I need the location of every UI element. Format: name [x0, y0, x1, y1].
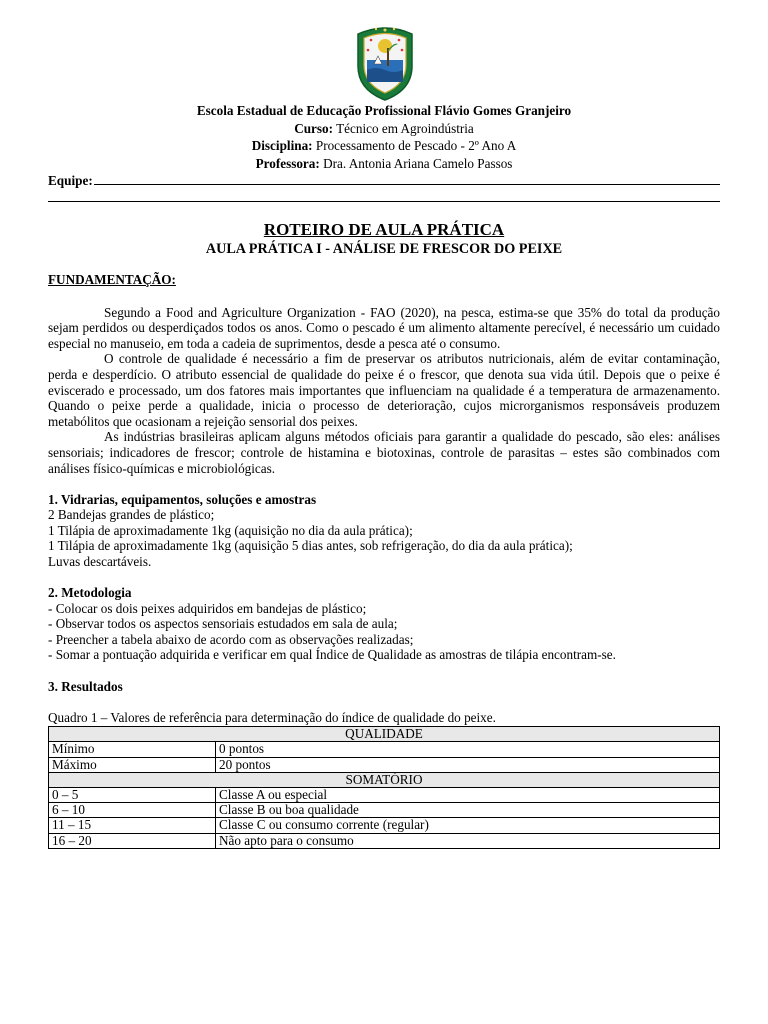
table-header-somatorio: SOMATÓRIO [49, 772, 720, 787]
section-1-heading: 1. Vidrarias, equipamentos, soluções e amostras [48, 491, 317, 507]
discipline-value: Processamento de Pescado - 2º Ano A [315, 138, 517, 153]
table-cell: 0 – 5 [49, 788, 216, 803]
teacher-line [48, 155, 720, 173]
list-item: 2 Bandejas grandes de plástico; [48, 507, 215, 523]
team-blank-line-1 [94, 184, 720, 185]
table-cell: Mínimo [49, 742, 216, 757]
course-line [48, 120, 720, 138]
document-title [48, 220, 720, 258]
table-cell: Classe B ou boa qualidade [216, 803, 720, 818]
table-caption: Quadro 1 – Valores de referência para determinação do índice de qualidade do peixe. [48, 709, 496, 725]
table-cell: Máximo [49, 757, 216, 772]
quality-reference-table [48, 726, 720, 849]
state-coat-of-arms-logo [354, 20, 416, 102]
list-item: 1 Tilápia de aproximadamente 1kg (aquisição 5 dias antes, sob refrigeração, do dia da aula prática); [48, 538, 573, 554]
school-name: Escola Estadual de Educação Profissional Flávio Gomes Granjeiro [196, 103, 572, 118]
table-cell: 11 – 15 [49, 818, 216, 833]
table-row [49, 818, 720, 833]
list-item: - Colocar os dois peixes adquiridos em bandejas de plástico; [48, 600, 367, 616]
table-cell: Classe A ou especial [216, 788, 720, 803]
course-label: Curso: [294, 120, 334, 136]
table-cell: 6 – 10 [49, 803, 216, 818]
table-header-row [49, 727, 720, 742]
table-header-qualidade: QUALIDADE [49, 727, 720, 742]
team-label: Equipe: [48, 173, 93, 188]
discipline-line [48, 137, 720, 155]
list-item: - Somar a pontuação adquirida e verificar em qual Índice de Qualidade as amostras de tilápia encontram-se. [48, 647, 616, 663]
table-cell: 0 pontos [216, 742, 720, 757]
table-cell: 20 pontos [216, 757, 720, 772]
list-item: Luvas descartáveis. [48, 554, 152, 569]
table-row [49, 803, 720, 818]
subtitle: AULA PRÁTICA I - ANÁLISE DE FRESCOR DO PEIXE [205, 241, 563, 257]
list-item: - Preencher a tabela abaixo de acordo com as observações realizadas; [48, 631, 414, 647]
fundamentacao-heading: FUNDAMENTAÇÃO: [48, 272, 176, 287]
team-field [48, 172, 720, 202]
section-3-heading: 3. Resultados [48, 678, 123, 694]
table-row [49, 788, 720, 803]
course-value: Técnico em Agroindústria [336, 120, 474, 136]
document-header [48, 102, 720, 172]
materials-list [48, 507, 720, 569]
paragraph-2: O controle de qualidade é necessário a fim de preservar os atributos nutricionais, além de evitar contaminação, perda e desperdício. O atributo essencial de qualidade do peixe é o frescor, que denota sua vida útil. Depois que o peixe é eviscerado e processado, um dos fatores mais importantes que influenciam na qualidade é a temperatura de armazenamento. Quando o peixe perde a qualidade, inicia o processo de deterioração, cujos microrganismos responsáveis produzem metabólitos que ocasionam a rejeição sensorial dos peixes. [48, 351, 720, 429]
teacher-label: Professora: [255, 155, 320, 171]
table-row [49, 833, 720, 848]
paragraph-1: Segundo a Food and Agriculture Organization - FAO (2020), na pesca, estima-se que 35% do total da produção sejam perdidos ou desperdiçados todos os anos. Como o pescado é um alimento altamente perecível, é necessário um cuidado especial no manuseio, em toda a cadeia de suprimentos, desde a pesca até o consumo. [48, 304, 720, 351]
table-cell: Não apto para o consumo [216, 833, 720, 848]
main-title: ROTEIRO DE AULA PRÁTICA [263, 220, 505, 239]
methodology-list [48, 601, 720, 663]
teacher-value: Dra. Antonia Ariana Camelo Passos [323, 155, 513, 171]
document-body [48, 272, 720, 849]
table-row [49, 757, 720, 772]
discipline-label: Disciplina: [251, 138, 313, 153]
table-cell: Classe C ou consumo corrente (regular) [216, 818, 720, 833]
list-item: 1 Tilápia de aproximadamente 1kg (aquisição no dia da aula prática); [48, 522, 413, 538]
list-item: - Observar todos os aspectos sensoriais estudados em sala de aula; [48, 616, 398, 632]
table-row [49, 742, 720, 757]
table-header-row [49, 772, 720, 787]
paragraph-3: As indústrias brasileiras aplicam alguns métodos oficiais para garantir a qualidade do pescado, são eles: análises sensoriais; indicadores de frescor; controle de histamina e biotoxinas, controle de parasitas – estes são combinados com análises físico-químicas e microbiológicas. [48, 429, 720, 476]
section-2-heading: 2. Metodologia [48, 585, 132, 601]
table-cell: 16 – 20 [49, 833, 216, 848]
team-blank-line-2 [48, 189, 720, 202]
